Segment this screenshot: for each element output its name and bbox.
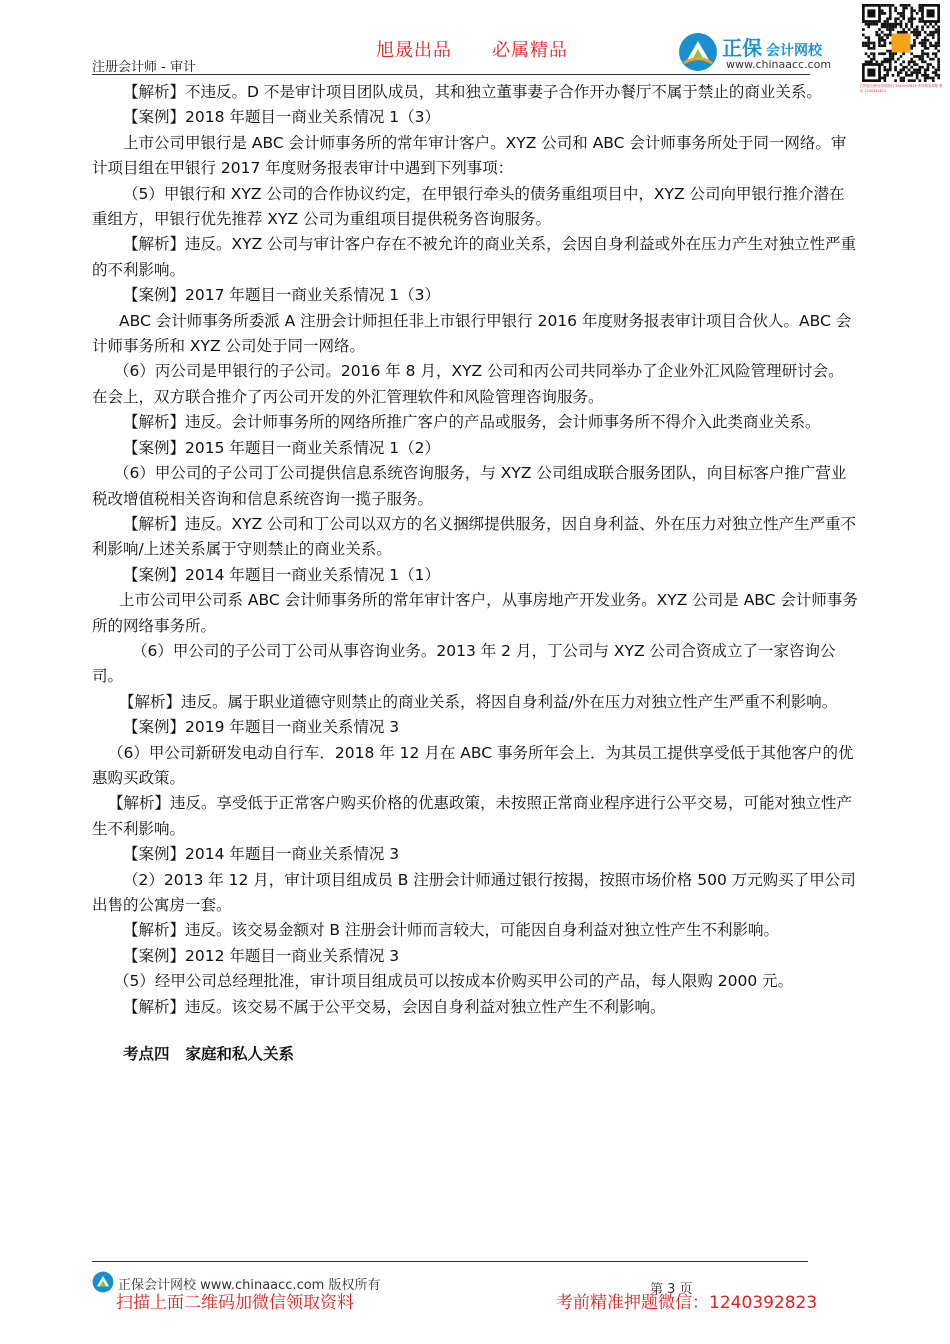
paragraph: 【解析】违反。属于职业道德守则禁止的商业关系，将因自身利益/外在压力对独立性产生严重不利影响。 — [119, 692, 838, 711]
slogan-left: 旭晟出品 — [376, 40, 452, 61]
logo-url: www.chinaacc.com — [726, 58, 832, 71]
logo-icon — [678, 32, 718, 72]
paragraph: 【案例】2019 年题目一商业关系情况 3 — [123, 718, 400, 737]
footer-logo-icon — [92, 1271, 114, 1293]
paragraph: 【解析】违反。会计师事务所的网络所推广客户的产品或服务，会计师事务所不得介入此类商业关系。 — [123, 413, 821, 432]
paragraph-list — [92, 80, 858, 1020]
paragraph: （6）甲公司的子公司丁公司提供信息系统咨询服务，与 XYZ 公司组成联合服务团队，向目标客户推广营业税改增值税相关咨询和信息系统咨询一揽子服务。 — [92, 464, 847, 508]
paragraph: 【案例】2012 年题目一商业关系情况 3 — [123, 946, 400, 965]
paragraph: 上市公司甲银行是 ABC 会计师事务所的常年审计客户。XYZ 公司和 ABC 会计师事务所处于同一网络。审计项目组在甲银行 2017 年度财务报表审计中遇到下列事项： — [92, 133, 847, 178]
paragraph: 【解析】违反。享受低于正常客户购买价格的优惠政策，未按照正常商业程序进行公平交易，可能对独立性产生不利影响。 — [92, 794, 853, 838]
paragraph: （6）丙公司是甲银行的子公司。2016 年 8 月，XYZ 公司和丙公司共同举办了企业外汇风险管理研讨会。在会上，双方联合推介了丙公司开发的外汇管理软件和风险管理咨询服务。 — [92, 362, 844, 406]
header-subject: 注册会计师 - 审计 — [92, 60, 196, 75]
paragraph: 【案例】2014 年题目一商业关系情况 1（1） — [123, 565, 441, 584]
qr-caption: 扫码添加微信领取资料 1240392823 考前精准押题 微信 1240392823 — [860, 84, 943, 93]
paragraph: 【解析】违反。XYZ 公司和丁公司以双方的名义捆绑提供服务，因自身利益、外在压力对独立性产生严重不利影响/上述关系属于守则禁止的商业关系。 — [92, 514, 857, 559]
paragraph: 【解析】违反。该交易金额对 B 注册会计师而言较大，可能因自身利益对独立性产生不利影响。 — [123, 921, 779, 940]
paragraph: 【案例】2018 年题目一商业关系情况 1（3） — [123, 108, 441, 127]
document-body — [92, 80, 858, 1067]
paragraph: 【案例】2014 年题目一商业关系情况 3 — [123, 845, 400, 864]
slogan-right: 必属精品 — [492, 40, 568, 61]
paragraph: 【解析】违反。XYZ 公司与审计客户存在不被允许的商业关系，会因自身利益或外在压力产生对独立性严重的不利影响。 — [92, 235, 857, 279]
header-slogan — [376, 36, 568, 62]
promo-right: 考前精准押题微信：1240392823 — [556, 1293, 818, 1313]
paragraph: 【案例】2017 年题目一商业关系情况 1（3） — [123, 286, 441, 305]
promo-left: 扫描上面二维码加微信领取资料 — [116, 1293, 354, 1313]
paragraph: ABC 会计师事务所委派 A 注册会计师担任非上市银行甲银行 2016 年度财务报表审计项目合伙人。ABC 会计师事务所和 XYZ 公司处于同一网络。 — [92, 311, 852, 356]
paragraph: （6）甲公司的子公司丁公司从事咨询业务。2013 年 2 月，丁公司与 XYZ 公司合资成立了一家咨询公司。 — [92, 641, 836, 686]
paragraph: （6）甲公司新研发电动自行车．2018 年 12 月在 ABC 事务所年会上．为其员工提供享受低于其他客户的优惠购买政策。 — [92, 743, 854, 787]
qr-code-icon — [862, 4, 940, 82]
footer-copyright: 正保会计网校 www.chinaacc.com 版权所有 — [118, 1278, 381, 1293]
footer-rule — [92, 1261, 808, 1262]
paragraph: （5）甲银行和 XYZ 公司的合作协议约定，在甲银行牵头的债务重组项目中，XYZ 公司向甲银行推介潜在重组方，甲银行优先推荐 XYZ 公司为重组项目提供税务咨询服务。 — [92, 184, 845, 229]
paragraph: （5）经甲公司总经理批准，审计项目组成员可以按成本价购买甲公司的产品，每人限购 2000 元。 — [114, 972, 794, 991]
paragraph: 【解析】不违反。D 不是审计项目团队成员，其和独立董事妻子合作开办餐厅不属于禁止的商业关系。 — [123, 83, 822, 101]
section-heading: 考点四 家庭和私人关系 — [123, 1045, 295, 1064]
logo-name: 正保 会计网校 — [722, 36, 822, 60]
paragraph: （2）2013 年 12 月，审计项目组成员 B 注册会计师通过银行按揭，按照市场价格 500 万元购买了甲公司出售的公寓房一套。 — [92, 870, 856, 914]
paragraph: 上市公司甲公司系 ABC 会计师事务所的常年审计客户，从事房地产开发业务。XYZ 公司是 ABC 会计师事务所的网络事务所。 — [92, 591, 858, 635]
page-number: 第 3 页 — [650, 1282, 693, 1297]
paragraph: 【解析】违反。该交易不属于公平交易，会因自身利益对独立性产生不利影响。 — [123, 997, 666, 1016]
chinaacc-logo — [678, 28, 858, 76]
paragraph: 【案例】2015 年题目一商业关系情况 1（2） — [123, 438, 441, 457]
